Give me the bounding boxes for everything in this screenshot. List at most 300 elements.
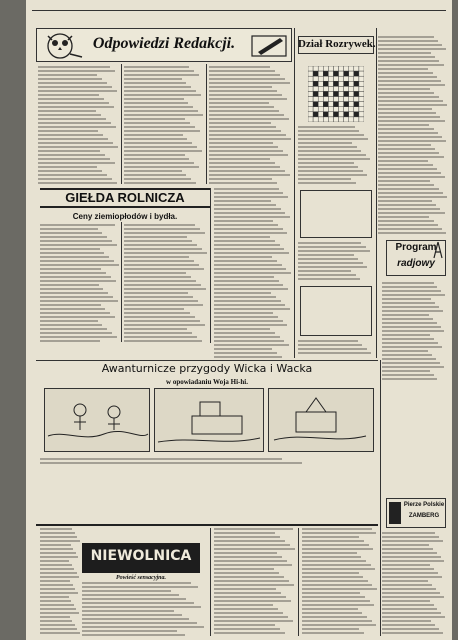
text-line bbox=[40, 584, 73, 586]
text-line bbox=[214, 548, 295, 550]
text-line bbox=[40, 536, 77, 538]
crossword-cell bbox=[328, 81, 333, 86]
text-line bbox=[378, 160, 428, 162]
text-line bbox=[378, 140, 446, 142]
text-line bbox=[124, 240, 192, 242]
text-line bbox=[38, 182, 117, 184]
crossword-cell bbox=[323, 86, 328, 91]
text-line bbox=[382, 302, 435, 304]
text-line bbox=[378, 88, 430, 90]
crossword-cell bbox=[323, 97, 328, 102]
text-line bbox=[378, 92, 434, 94]
text-line bbox=[378, 232, 446, 234]
text-line bbox=[298, 262, 363, 264]
text-line bbox=[214, 552, 277, 554]
crossword-cell bbox=[313, 71, 318, 76]
text-line bbox=[40, 632, 80, 634]
comic-drawing bbox=[44, 388, 374, 452]
crossword-cell bbox=[318, 71, 323, 76]
text-line bbox=[214, 328, 270, 330]
text-line bbox=[40, 580, 70, 582]
text-line bbox=[302, 604, 374, 606]
text-line bbox=[82, 622, 197, 624]
text-line bbox=[124, 276, 191, 278]
text-line bbox=[82, 626, 204, 628]
text-line bbox=[214, 588, 276, 590]
text-line bbox=[298, 178, 351, 180]
text-line bbox=[382, 358, 436, 360]
text-line bbox=[40, 620, 72, 622]
text-line bbox=[214, 300, 281, 302]
text-line bbox=[38, 114, 101, 116]
text-line bbox=[214, 344, 289, 346]
crossword-cell bbox=[318, 112, 323, 117]
newspaper-page bbox=[26, 0, 452, 640]
text-line bbox=[382, 632, 443, 634]
crossword-cell bbox=[328, 117, 333, 122]
text-line bbox=[378, 220, 434, 222]
puzzle-box bbox=[300, 190, 372, 238]
owl-icon bbox=[40, 30, 84, 60]
text-line bbox=[382, 290, 441, 292]
text-line bbox=[38, 150, 100, 152]
text-line bbox=[378, 208, 440, 210]
crossword-cell bbox=[354, 86, 359, 91]
text-line bbox=[82, 602, 194, 604]
crossword-cell bbox=[308, 112, 313, 117]
text-line bbox=[214, 560, 287, 562]
text-line bbox=[382, 572, 438, 574]
section-rule bbox=[40, 206, 210, 208]
text-line bbox=[382, 342, 438, 344]
text-line bbox=[209, 106, 274, 108]
text-line bbox=[214, 324, 287, 326]
text-line bbox=[40, 576, 79, 578]
crossword-cell bbox=[308, 71, 313, 76]
text-line bbox=[124, 118, 185, 120]
text-line bbox=[214, 240, 275, 242]
crossword-cell bbox=[313, 76, 318, 81]
text-line bbox=[382, 330, 444, 332]
text-line bbox=[302, 548, 373, 550]
text-line bbox=[124, 130, 200, 132]
crossword-cell bbox=[344, 86, 349, 91]
column-rule bbox=[376, 28, 377, 358]
text-line bbox=[209, 118, 289, 120]
text-line bbox=[38, 162, 115, 164]
text-line bbox=[382, 306, 439, 308]
text-line bbox=[382, 532, 435, 534]
text-line bbox=[209, 138, 291, 140]
crossword-cell bbox=[354, 107, 359, 112]
text-line bbox=[214, 212, 285, 214]
text-line bbox=[382, 596, 444, 598]
text-line bbox=[124, 236, 187, 238]
crossword-cell bbox=[354, 112, 359, 117]
text-line bbox=[124, 332, 192, 334]
text-line bbox=[302, 616, 367, 618]
text-line bbox=[40, 320, 98, 322]
crossword-cell bbox=[359, 86, 364, 91]
text-line bbox=[40, 272, 106, 274]
text-line bbox=[124, 98, 184, 100]
text-line bbox=[124, 150, 202, 152]
crossword-cell bbox=[344, 71, 349, 76]
pierze-title: Pierze Polskie bbox=[403, 502, 445, 508]
text-line bbox=[214, 356, 282, 358]
text-line bbox=[209, 174, 290, 176]
crossword-cell bbox=[333, 107, 338, 112]
text-line bbox=[82, 582, 191, 584]
crossword-cell bbox=[323, 91, 328, 96]
text-line bbox=[38, 74, 97, 76]
text-line bbox=[378, 124, 429, 126]
text-line bbox=[302, 608, 358, 610]
crossword-cell bbox=[333, 112, 338, 117]
text-line bbox=[302, 624, 376, 626]
text-line bbox=[298, 130, 359, 132]
text-line bbox=[124, 280, 196, 282]
text-line bbox=[378, 120, 445, 122]
text-line bbox=[382, 362, 440, 364]
crossword-cell bbox=[359, 102, 364, 107]
crossword-cell bbox=[349, 81, 354, 86]
crossword-cell bbox=[318, 81, 323, 86]
pierze-zamberg: ZAMBERG bbox=[408, 513, 440, 519]
text-line bbox=[40, 544, 71, 546]
crossword-cell bbox=[349, 117, 354, 122]
crossword-cell bbox=[359, 76, 364, 81]
text-line bbox=[209, 90, 277, 92]
text-line bbox=[124, 256, 189, 258]
text-line bbox=[38, 174, 107, 176]
text-line bbox=[382, 564, 430, 566]
text-line bbox=[40, 600, 71, 602]
text-line bbox=[302, 576, 363, 578]
crossword-cell bbox=[333, 97, 338, 102]
text-line bbox=[209, 98, 287, 100]
crossword-cell bbox=[323, 102, 328, 107]
text-line bbox=[214, 204, 276, 206]
text-line bbox=[382, 370, 430, 372]
running-header bbox=[32, 2, 446, 11]
text-line bbox=[214, 604, 273, 606]
text-line bbox=[214, 312, 273, 314]
text-line bbox=[214, 220, 273, 222]
text-line bbox=[382, 310, 443, 312]
crossword-cell bbox=[323, 71, 328, 76]
text-line bbox=[124, 126, 195, 128]
crossword-cell bbox=[328, 91, 333, 96]
text-line bbox=[214, 540, 285, 542]
text-line bbox=[382, 568, 434, 570]
text-line bbox=[124, 78, 182, 80]
crossword-cell bbox=[344, 117, 349, 122]
text-line bbox=[302, 564, 371, 566]
puzzle-box bbox=[300, 286, 372, 336]
text-line bbox=[378, 224, 438, 226]
text-line bbox=[38, 166, 97, 168]
text-line bbox=[40, 336, 117, 338]
crossword-cell bbox=[344, 66, 349, 71]
text-line bbox=[378, 84, 445, 86]
crossword-cell bbox=[328, 112, 333, 117]
section-rule bbox=[36, 360, 378, 361]
text-line bbox=[209, 114, 284, 116]
text-line bbox=[214, 248, 284, 250]
text-line bbox=[209, 162, 275, 164]
crossword-cell bbox=[344, 97, 349, 102]
crossword-cell bbox=[344, 76, 349, 81]
text-line bbox=[382, 350, 428, 352]
crossword-cell bbox=[349, 76, 354, 81]
crossword-cell bbox=[354, 117, 359, 122]
crossword-cell bbox=[333, 117, 338, 122]
crossword-cell bbox=[339, 117, 344, 122]
odpowiedzi-title: Odpowiedzi Redakcji. bbox=[92, 35, 236, 52]
text-line bbox=[40, 556, 78, 558]
text-line bbox=[38, 154, 105, 156]
text-line bbox=[209, 182, 277, 184]
text-line bbox=[40, 458, 282, 460]
text-line bbox=[214, 224, 278, 226]
text-line bbox=[302, 540, 364, 542]
text-line bbox=[40, 304, 101, 306]
text-line bbox=[382, 334, 430, 336]
text-line bbox=[40, 260, 114, 262]
crossword-cell bbox=[349, 107, 354, 112]
text-line bbox=[302, 536, 359, 538]
text-line bbox=[214, 628, 280, 630]
niewolnica-subtitle: Powieść sensacyjna. bbox=[116, 575, 166, 581]
text-line bbox=[40, 252, 104, 254]
text-line bbox=[40, 316, 115, 318]
text-line bbox=[209, 122, 271, 124]
text-line bbox=[40, 308, 105, 310]
text-line bbox=[382, 612, 441, 614]
text-line bbox=[40, 548, 73, 550]
crossword-cell bbox=[328, 71, 333, 76]
text-line bbox=[378, 204, 436, 206]
text-line bbox=[214, 336, 280, 338]
text-line bbox=[124, 336, 197, 338]
text-line bbox=[214, 620, 293, 622]
crossword-cell bbox=[323, 117, 328, 122]
text-line bbox=[214, 608, 278, 610]
crossword-cell bbox=[339, 112, 344, 117]
text-line bbox=[214, 268, 286, 270]
text-line bbox=[378, 128, 434, 130]
przygody-title: Awanturnicze przygody Wicka i Wacka bbox=[101, 362, 313, 375]
text-line bbox=[209, 146, 278, 148]
text-line bbox=[124, 312, 190, 314]
text-line bbox=[378, 144, 431, 146]
text-line bbox=[378, 104, 447, 106]
text-line bbox=[38, 170, 102, 172]
text-line bbox=[214, 284, 283, 286]
text-line bbox=[124, 224, 195, 226]
crossword-cell bbox=[333, 86, 338, 91]
pierze-symbol bbox=[389, 502, 401, 524]
text-line bbox=[382, 592, 440, 594]
text-line bbox=[40, 268, 101, 270]
text-line bbox=[40, 572, 77, 574]
text-line bbox=[124, 296, 193, 298]
text-line bbox=[298, 270, 351, 272]
text-line bbox=[302, 556, 361, 558]
text-line bbox=[124, 178, 191, 180]
text-line bbox=[38, 142, 113, 144]
crossword-cell bbox=[354, 102, 359, 107]
text-line bbox=[209, 126, 276, 128]
text-line bbox=[40, 596, 69, 598]
crossword-cell bbox=[333, 71, 338, 76]
text-line bbox=[302, 628, 359, 630]
text-line bbox=[40, 628, 77, 630]
text-line bbox=[378, 68, 428, 70]
text-line bbox=[378, 196, 447, 198]
text-line bbox=[378, 76, 437, 78]
text-line bbox=[214, 568, 274, 570]
text-line bbox=[40, 328, 107, 330]
text-line bbox=[124, 158, 189, 160]
crossword-cell bbox=[344, 102, 349, 107]
crossword-cell bbox=[354, 76, 359, 81]
text-line bbox=[209, 170, 285, 172]
text-line bbox=[214, 528, 293, 530]
text-line bbox=[40, 280, 116, 282]
text-line bbox=[40, 592, 78, 594]
crossword-cell bbox=[313, 107, 318, 112]
text-line bbox=[38, 66, 110, 68]
text-line bbox=[382, 536, 439, 538]
text-line bbox=[214, 304, 285, 306]
text-line bbox=[298, 166, 358, 168]
text-line bbox=[382, 318, 433, 320]
crossword-cell bbox=[359, 112, 364, 117]
crossword-cell bbox=[328, 66, 333, 71]
text-line bbox=[40, 462, 302, 464]
text-line bbox=[124, 264, 199, 266]
crossword-cell bbox=[349, 112, 354, 117]
crossword-cell bbox=[354, 97, 359, 102]
text-line bbox=[38, 178, 112, 180]
text-line bbox=[124, 70, 194, 72]
text-line bbox=[298, 182, 356, 184]
text-line bbox=[209, 134, 286, 136]
text-line bbox=[209, 94, 282, 96]
text-line bbox=[214, 188, 279, 190]
crossword-cell bbox=[349, 66, 354, 71]
crossword-cell bbox=[318, 86, 323, 91]
text-line bbox=[378, 180, 430, 182]
text-line bbox=[214, 256, 272, 258]
text-line bbox=[209, 70, 275, 72]
text-line bbox=[40, 300, 118, 302]
text-line bbox=[382, 580, 428, 582]
text-line bbox=[209, 178, 272, 180]
text-line bbox=[40, 568, 74, 570]
text-line bbox=[214, 288, 288, 290]
crossword-cell bbox=[339, 76, 344, 81]
text-line bbox=[382, 544, 429, 546]
crossword-cell bbox=[318, 97, 323, 102]
text-line bbox=[124, 308, 184, 310]
text-line bbox=[214, 352, 277, 354]
crossword-grid bbox=[308, 66, 364, 122]
text-line bbox=[38, 82, 107, 84]
crossword-cell bbox=[313, 97, 318, 102]
text-line bbox=[124, 304, 203, 306]
text-line bbox=[382, 338, 434, 340]
text-line bbox=[214, 576, 284, 578]
crossword-cell bbox=[318, 91, 323, 96]
text-line bbox=[378, 164, 433, 166]
text-line bbox=[298, 174, 367, 176]
text-line bbox=[214, 272, 291, 274]
text-line bbox=[214, 216, 290, 218]
crossword-cell bbox=[308, 76, 313, 81]
text-line bbox=[40, 292, 108, 294]
crossword-cell bbox=[349, 86, 354, 91]
text-line bbox=[382, 608, 437, 610]
text-line bbox=[298, 246, 366, 248]
text-line bbox=[124, 260, 194, 262]
crossword-cell bbox=[328, 86, 333, 91]
text-line bbox=[214, 572, 279, 574]
text-line bbox=[378, 212, 445, 214]
text-line bbox=[302, 532, 376, 534]
text-line bbox=[38, 146, 118, 148]
text-line bbox=[302, 612, 362, 614]
text-line bbox=[209, 142, 273, 144]
text-line bbox=[302, 580, 368, 582]
crossword-cell bbox=[308, 117, 313, 122]
text-line bbox=[214, 332, 275, 334]
text-line bbox=[82, 594, 179, 596]
text-line bbox=[298, 254, 354, 256]
text-line bbox=[124, 328, 187, 330]
crossword-cell bbox=[313, 66, 318, 71]
text-line bbox=[209, 66, 270, 68]
text-line bbox=[378, 108, 432, 110]
crossword-cell bbox=[308, 81, 313, 86]
text-line bbox=[40, 256, 109, 258]
text-line bbox=[124, 272, 186, 274]
text-line bbox=[298, 258, 358, 260]
text-line bbox=[124, 122, 190, 124]
crossword-cell bbox=[333, 76, 338, 81]
text-line bbox=[40, 560, 69, 562]
crossword-cell bbox=[328, 97, 333, 102]
text-line bbox=[209, 166, 280, 168]
crossword-cell bbox=[323, 66, 328, 71]
text-line bbox=[124, 90, 196, 92]
text-line bbox=[38, 134, 103, 136]
text-line bbox=[124, 66, 189, 68]
text-line bbox=[124, 74, 199, 76]
text-line bbox=[40, 264, 119, 266]
text-line bbox=[382, 560, 444, 562]
text-line bbox=[382, 354, 432, 356]
crossword-cell bbox=[323, 107, 328, 112]
text-line bbox=[38, 90, 117, 92]
text-line bbox=[378, 192, 443, 194]
text-line bbox=[378, 56, 435, 58]
crossword-cell bbox=[313, 117, 318, 122]
text-line bbox=[209, 158, 270, 160]
text-line bbox=[302, 596, 365, 598]
